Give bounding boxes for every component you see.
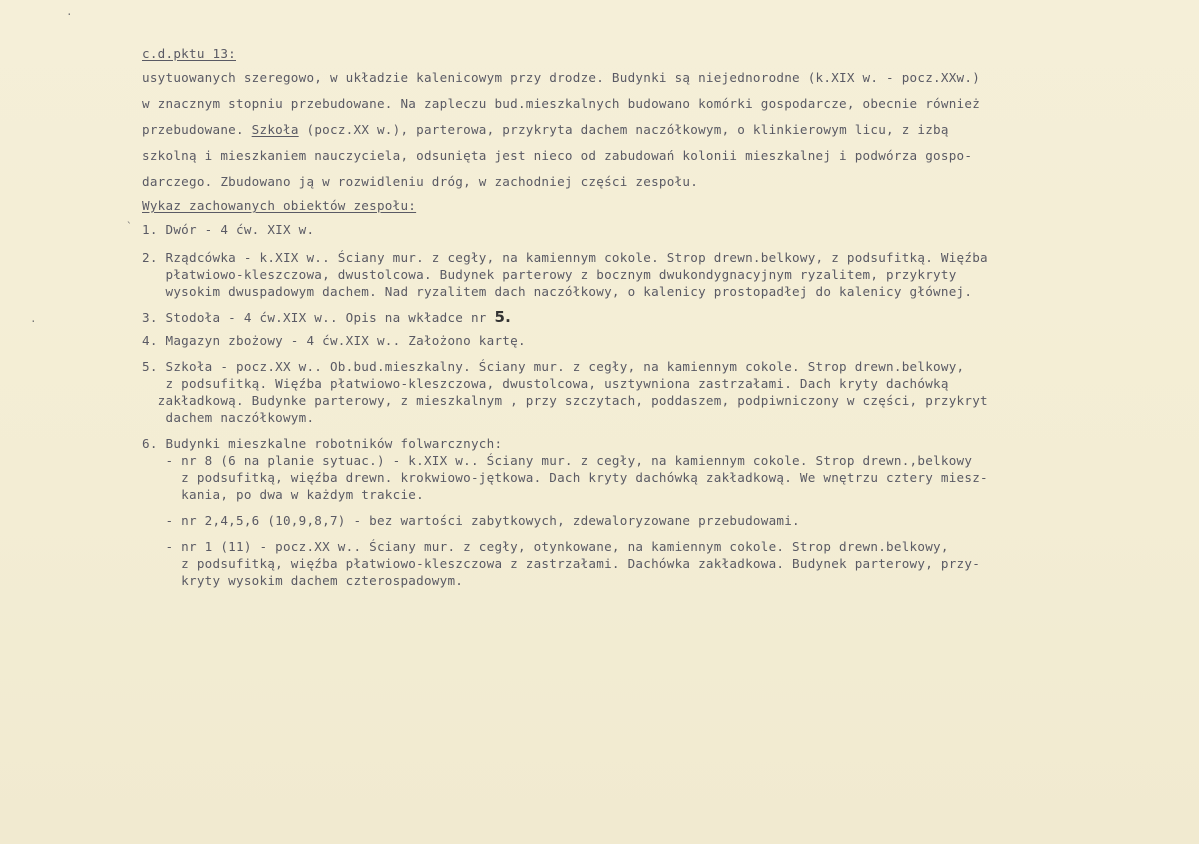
list-title: Wykaz zachowanych obiektów zespołu: [142, 198, 417, 213]
sub-item-2: - nr 2,4,5,6 (10,9,8,7) - bez wartości zabytkowych, zdewaloryzowane przebudowami. [142, 513, 800, 528]
sub-item-3-line: - nr 1 (11) - pocz.XX w.. Ściany mur. z cegły, otynkowane, na kamiennym cokole. Strop drewn.belkowy, [142, 539, 949, 554]
list-item-2-line: płatwiowo-kleszczowa, dwustolcowa. Budynek parterowy z bocznym dwukondygnacyjnym ryzalitem, przykryty [142, 267, 957, 282]
list-item-4: 4. Magazyn zbożowy - 4 ćw.XIX w.. Założono kartę. [142, 333, 526, 348]
intro-line-pre: przebudowane. [142, 122, 252, 137]
handwritten-number: 5. [494, 308, 512, 326]
margin-tick-mark: ` [126, 220, 133, 233]
list-item-1: 1. Dwór - 4 ćw. XIX w. [142, 222, 315, 237]
sub-item-3-line: kryty wysokim dachem czterospadowym. [142, 573, 464, 588]
intro-line: darczego. Zbudowano ją w rozwidleniu dróg, w zachodniej części zespołu. [142, 174, 699, 189]
intro-line: w znacznym stopniu przebudowane. Na zapleczu bud.mieszkalnych budowano komórki gospodarcze, obecnie również [142, 96, 981, 111]
sub-item-3-line: z podsufitką, więźba płatwiowo-kleszczowa z zastrzałami. Dachówka zakładkowa. Budynek parterowy, przy- [142, 556, 981, 571]
typed-document [142, 40, 1067, 610]
list-item-3 [142, 308, 511, 326]
sub-item-1-line: kania, po dwa w każdym trakcie. [142, 487, 424, 502]
list-item-2-line: wysokim dwuspadowym dachem. Nad ryzalitem dach naczółkowy, o kalenicy prostopadłej do kalenicy głównej. [142, 284, 973, 299]
list-item-5-line: z podsufitką. Więźba płatwiowo-kleszczowa, dwustolcowa, usztywniona zastrzałami. Dach kryty dachówką [142, 376, 949, 391]
list-item-5-line: 5. Szkoła - pocz.XX w.. Ob.bud.mieszkalny. Ściany mur. z cegły, na kamiennym cokole. Strop drewn.belkowy, [142, 359, 965, 374]
continuation-header: c.d.pktu 13: [142, 46, 236, 61]
intro-line-post: (pocz.XX w.), parterowa, przykryta dachem naczółkowym, o klinkierowym licu, z izbą [298, 122, 949, 137]
list-item-2-line: 2. Rządcówka - k.XIX w.. Ściany mur. z cegły, na kamiennym cokole. Strop drewn.belkowy, z podsufitką. Więźba [142, 250, 988, 265]
paper-speck-mark: · [66, 8, 73, 21]
sub-item-1-line: - nr 8 (6 na planie sytuac.) - k.XIX w.. Ściany mur. z cegły, na kamiennym cokole. Strop drewn.,belkowy [142, 453, 973, 468]
intro-line [142, 122, 949, 137]
list-item-3-text: 3. Stodoła - 4 ćw.XIX w.. Opis na wkładce nr [142, 310, 495, 325]
list-item-5-line: dachem naczółkowym. [142, 410, 315, 425]
intro-line: usytuowanych szeregowo, w układzie kalenicowym przy drodze. Budynki są niejednorodne (k.XIX w. - pocz.XXw.) [142, 70, 981, 85]
list-item-6: 6. Budynki mieszkalne robotników folwarcznych: [142, 436, 503, 451]
list-item-5-line: zakładkową. Budynke parterowy, z mieszkalnym , przy szczytach, poddaszem, podpiwniczony w części, przykryt [142, 393, 988, 408]
paper-speck-mark: · [30, 315, 37, 328]
sub-item-1-line: z podsufitką, więźba drewn. krokwiowo-jętkowa. Dach kryty dachówką zakładkową. We wnętrzu cztery miesz- [142, 470, 988, 485]
school-underlined: Szkoła [251, 122, 299, 137]
intro-line: szkolną i mieszkaniem nauczyciela, odsunięta jest nieco od zabudowań kolonii mieszkalnej i podwórza gospo- [142, 148, 973, 163]
